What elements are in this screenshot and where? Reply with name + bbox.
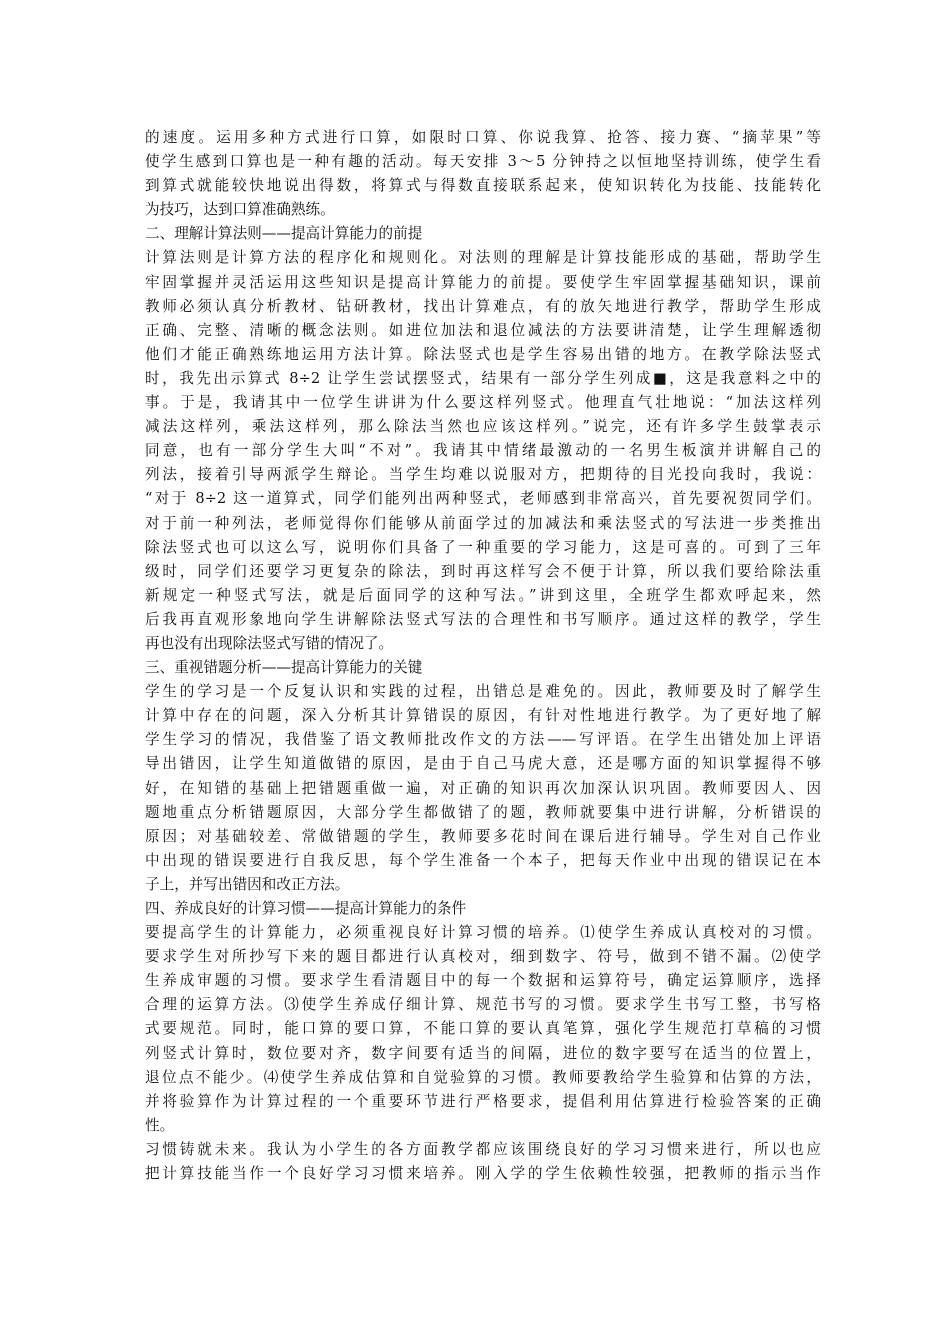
text-line: 学生的学习是一个反复认识和实践的过程，出错总是难免的。因此，教师要及时了解学生 [145,683,821,701]
text-line: 子上，并写出错因和改正方法。 [145,875,350,893]
text-line: 列竖式计算时，数位要对齐，数字间要有适当的间隔，进位的数字要写在适当的位置上， [145,1044,821,1062]
text-line: 习惯铸就未来。我认为小学生的各方面教学都应该围绕良好的学习习惯来进行，所以也应 [145,1140,821,1158]
text-line: 退位点不能少。⑷使学生养成估算和自觉验算的习惯。教师要教给学生验算和估算的方法， [145,1068,821,1086]
text-line: 除法竖式也可以这么写，说明你们具备了一种重要的学习能力，这是可喜的。可到了三年 [145,538,821,556]
text-line: 题地重点分析错题原因，大部分学生都做错了的题，教师就要集中进行讲解，分析错误的 [145,803,821,821]
section-heading: 二、理解计算法则——提高计算能力的前提 [145,225,423,243]
text-line: 生养成审题的习惯。要求学生看清题目中的每一个数据和运算符号，确定运算顺序，选择 [145,972,821,990]
text-line: 中出现的错误要进行自我反思，每个学生准备一个本子，把每天作业中出现的错误记在本 [145,851,821,869]
text-line: 再也没有出现除法竖式写错的情况了。 [145,634,394,652]
text-line: 导出错因，让学生知道做错的原因，是由于自己马虎大意，还是哪方面的知识掌握得不够 [145,755,821,773]
text-line: 要求学生对所抄写下来的题目都进行认真校对，细到数字、符号，做到不错不漏。⑵使学 [145,948,821,966]
text-line: 式要规范。同时，能口算的要口算，不能口算的要认真笔算，强化学生规范打草稿的习惯 [145,1020,821,1038]
text-line: 的速度。运用多种方式进行口算，如限时口算、你说我算、抢答、接力赛、“摘苹果”等 [145,129,821,146]
document-body [145,126,821,1186]
text-line: 正确、完整、清晰的概念法则。如进位加法和退位减法的方法要讲清楚，让学生理解透彻 [145,321,821,339]
text-line: 好，在知错的基础上把错题重做一遍，对正确的知识再次加深认识巩固。教师要因人、因 [145,779,821,797]
text-line: 并将验算作为计算过程的一个重要环节进行严格要求，提倡利用估算进行检验答案的正确 [145,1092,821,1110]
text-line: 原因；对基础较差、常做错题的学生，教师要多花时间在课后进行辅导。学生对自己作业 [145,827,821,845]
text-line: 列法，接着引导两派学生辩论。当学生均难以说服对方，把期待的目光投向我时，我说： [145,466,821,484]
text-line: 性。 [145,1116,175,1134]
text-line: 合理的运算方法。⑶使学生养成仔细计算、规范书写的习惯。要求学生书写工整，书写格 [145,996,821,1014]
text-line: 到算式就能较快地说出得数，将算式与得数直接联系起来，使知识转化为技能、技能转化 [145,177,821,195]
text-line: 对于前一种列法，老师觉得你们能够从前面学过的加减法和乘法竖式的写法进一步类推出 [145,514,821,532]
text-line: 教师必须认真分析教材、钻研教材，找出计算难点，有的放矢地进行教学，帮助学生形成 [145,297,821,315]
text-line: 减法这样列，乘法这样列，那么除法当然也应该这样列。”说完，还有许多学生鼓掌表示 [145,418,821,436]
text-line: 学生学习的情况，我借鉴了语文教师批改作文的方法——写评语。在学生出错处加上评语 [145,731,821,749]
section-heading: 四、养成良好的计算习惯——提高计算能力的条件 [145,900,467,917]
text-line: 级时，同学们还要学习更复杂的除法，到时再这样写会不便于计算，所以我们要给除法重 [145,562,821,580]
text-line: 计算法则是计算方法的程序化和规则化。对法则的理解是计算技能形成的基础，帮助学生 [145,249,821,267]
section-heading: 三、重视错题分析——提高计算能力的关键 [145,659,423,677]
text-line: 同意，也有一部分学生大叫“不对”。我请其中情绪最激动的一名男生板演并讲解自己的 [145,442,821,460]
text-line: 为技巧，达到口算准确熟练。 [145,201,335,219]
text-line: 牢固掌握并灵活运用这些知识是提高计算能力的前提。要使学生牢固掌握基础知识，课前 [145,273,821,291]
text-line: 要提高学生的计算能力，必须重视良好计算习惯的培养。⑴使学生养成认真校对的习惯。 [145,924,821,942]
text-line: 新规定一种竖式写法，就是后面同学的这种写法。”讲到这里，全班学生都欢呼起来，然 [145,586,821,604]
text-line: 计算中存在的问题，深入分析其计算错误的原因，有针对性地进行教学。为了更好地了解 [145,707,821,725]
text-line: 事。于是，我请其中一位学生讲讲为什么要这样列竖式。他理直气壮地说：“加法这样列 [145,394,821,412]
text-line: “对于 8÷2 这一道算式，同学们能列出两种竖式，老师感到非常高兴，首先要祝贺同学们。 [145,490,821,508]
text-line: 把计算技能当作一个良好学习习惯来培养。刚入学的学生依赖性较强，把教师的指示当作 [145,1165,821,1183]
text-line: 时，我先出示算式 8÷2 让学生尝试摆竖式，结果有一部分学生列成■，这是我意料之中的 [145,369,821,387]
text-line: 他们才能正确熟练地运用方法计算。除法竖式也是学生容易出错的地方。在教学除法竖式 [145,345,821,363]
text-line: 后我再直观形象地向学生讲解除法竖式写法的合理性和书写顺序。通过这样的教学，学生 [145,610,821,628]
text-line: 使学生感到口算也是一种有趣的活动。每天安排 3～5 分钟持之以恒地坚持训练，使学生看 [145,153,821,171]
